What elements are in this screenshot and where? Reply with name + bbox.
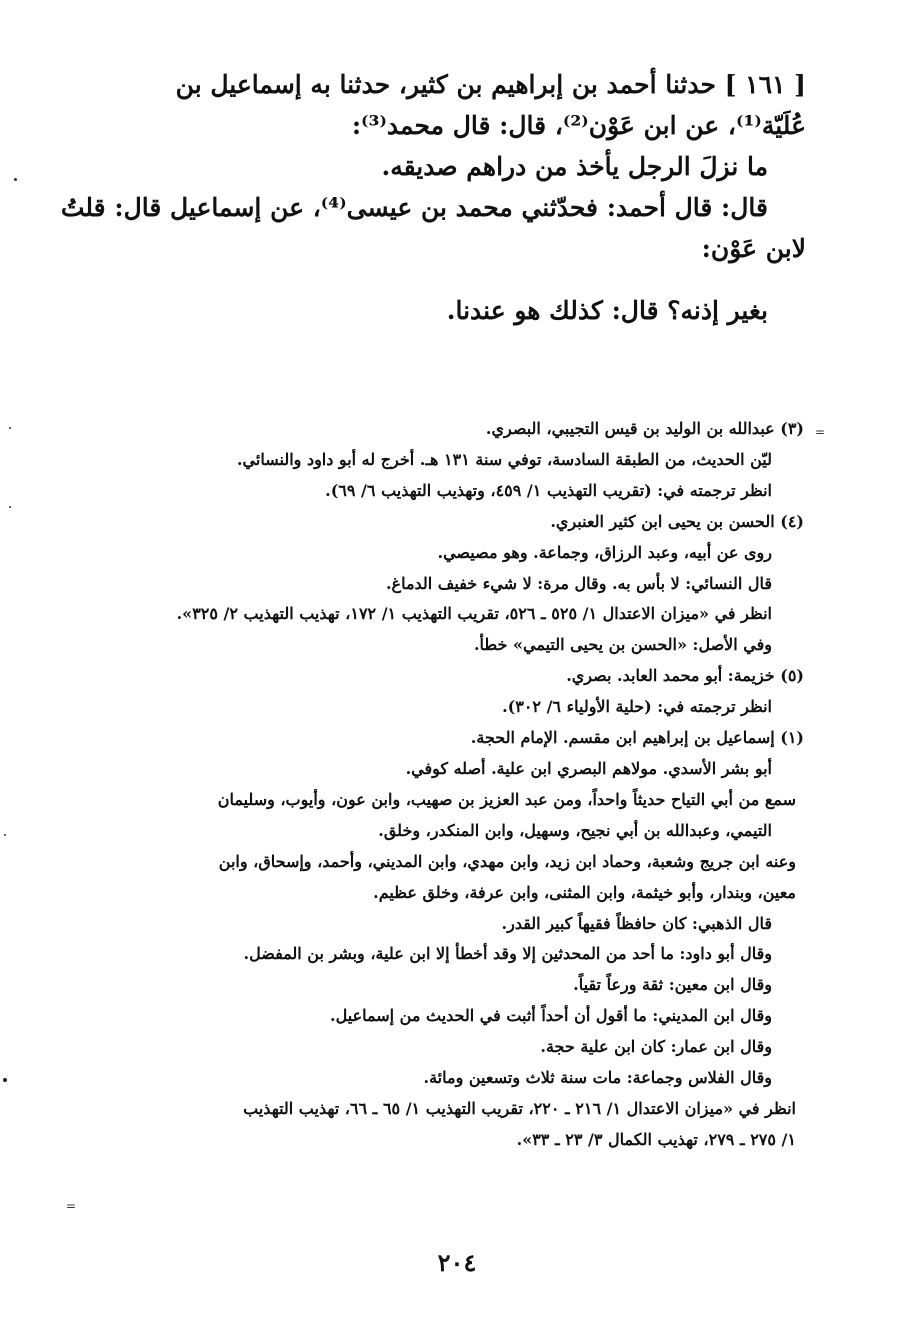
footnote-line: وفي الأصل: «الحسن بن يحيى التيمي» خطأ. [473, 635, 772, 655]
hadith-line-2: عُلَيّة⁽¹⁾، عن ابن عَوْن⁽²⁾، قال: قال محمد⁽³⁾: [351, 111, 806, 140]
footnote-line: ١/ ٢٧٥ ـ ٢٧٩، تهذيب الكمال ٣/ ٢٣ ـ ٣٣». [516, 1129, 796, 1149]
footnote-line: (٤) الحسن بن يحيى ابن كثير العنبري. [550, 511, 804, 531]
footnote-line: انظر ترجمته في: (حلية الأولياء ٦/ ٣٠٢). [502, 697, 772, 717]
footnote-line: وقال ابن المديني: ما أقول أن أحداً أثبت في الحديث من إسماعيل. [330, 1006, 772, 1026]
footnote-line: انظر ترجمته في: (تقريب التهذيب ١/ ٤٥٩، وتهذيب التهذيب ٦/ ٦٩). [325, 480, 772, 500]
scan-speck [14, 178, 17, 181]
footnote-line: وقال أبو داود: ما أحد من المحدثين إلا وقد أخطأ إلا ابن علية، وبشر بن المفضل. [243, 944, 772, 964]
footnote-line: ليّن الحديث، من الطبقة السادسة، توفي سنة ١٣١ هـ. أخرج له أبو داود والنسائي. [236, 449, 772, 469]
hadith-line-5: لابن عَوْن: [701, 234, 806, 263]
footnote-line: (٣) عبدالله بن الوليد بن قيس التجيبي، البصري. [485, 419, 804, 438]
footnote-line: وقال ابن عمار: كان ابن علية حجة. [540, 1037, 772, 1057]
continuation-mark: = [815, 425, 826, 439]
scan-speck [9, 506, 11, 508]
footnote-line: سمع من أبي التياح حديثاً واحداً، ومن عبد العزيز بن صهيب، وابن عون، وأيوب، وسليمان [217, 789, 796, 809]
hadith-line-1: [ ١٦١ ] حدثنا أحمد بن إبراهيم بن كثير، حدثنا به إسماعيل بن [175, 70, 806, 99]
footnote-line: روى عن أبيه، وعبد الرزاق، وجماعة. وهو مصيصي. [437, 542, 772, 562]
footnote-line: انظر في «ميزان الاعتدال ١/ ٥٢٥ ـ ٥٢٦، تقريب التهذيب ١/ ١٧٢، تهذيب التهذيب ٢/ ٣٢٥». [176, 604, 772, 624]
scan-speck [3, 1078, 7, 1082]
footnote-line: (١) إسماعيل بن إبراهيم ابن مقسم. الإمام الحجة. [470, 728, 804, 748]
hadith-line-4: قال: قال أحمد: فحدّثني محمد بن عيسى⁽⁴⁾، عن إسماعيل قال: قلتُ [60, 193, 768, 222]
footnote-line: أبو بشر الأسدي. مولاهم البصري ابن علية. أصله كوفي. [405, 758, 772, 778]
footnote-line: التيمي، وعبدالله بن أبي نجيح، وسهيل، وابن المنكدر، وخلق. [378, 820, 772, 840]
footnote-line: قال النسائي: لا بأس به. وقال مرة: لا شيء خفيف الدماغ. [385, 573, 772, 593]
footnote-line: (٥) خزيمة: أبو محمد العابد. بصري. [566, 666, 804, 686]
footnotes [96, 414, 804, 1156]
hadith-line-6: بغير إذنه؟ قال: كذلك هو عندنا. [446, 296, 768, 325]
footnote-line: قال الذهبي: كان حافظاً فقيهاً كبير القدر. [501, 913, 772, 933]
scan-speck [9, 427, 11, 429]
footnote-line: وعنه ابن جريج وشعبة، وحماد ابن زيد، وابن مهدي، وابن المديني، وأحمد، وإسحاق، وابن [218, 851, 796, 871]
footnote-line: انظر في «ميزان الاعتدال ١/ ٢١٦ ـ ٢٢٠، تقريب التهذيب ١/ ٦٥ ـ ٦٦، تهذيب التهذيب [243, 1098, 796, 1118]
scan-speck [4, 834, 6, 836]
footnote-line: وقال ابن معين: ثقة ورعاً تقياً. [573, 975, 772, 995]
page-number: ٢٠٤ [437, 1248, 477, 1277]
hadith-line-3: ما نزلَ الرجل يأخذ من دراهم صديقه. [381, 152, 768, 181]
footnote-line: وقال الفلاس وجماعة: مات سنة ثلاث وتسعين ومائة. [423, 1068, 772, 1088]
footnote-line: معين، وبندار، وأبو خيثمة، وابن المثنى، وابن عرفة، وخلق عظيم. [373, 882, 796, 902]
continuation-mark: = [66, 1199, 77, 1213]
hadith-text [60, 64, 806, 331]
